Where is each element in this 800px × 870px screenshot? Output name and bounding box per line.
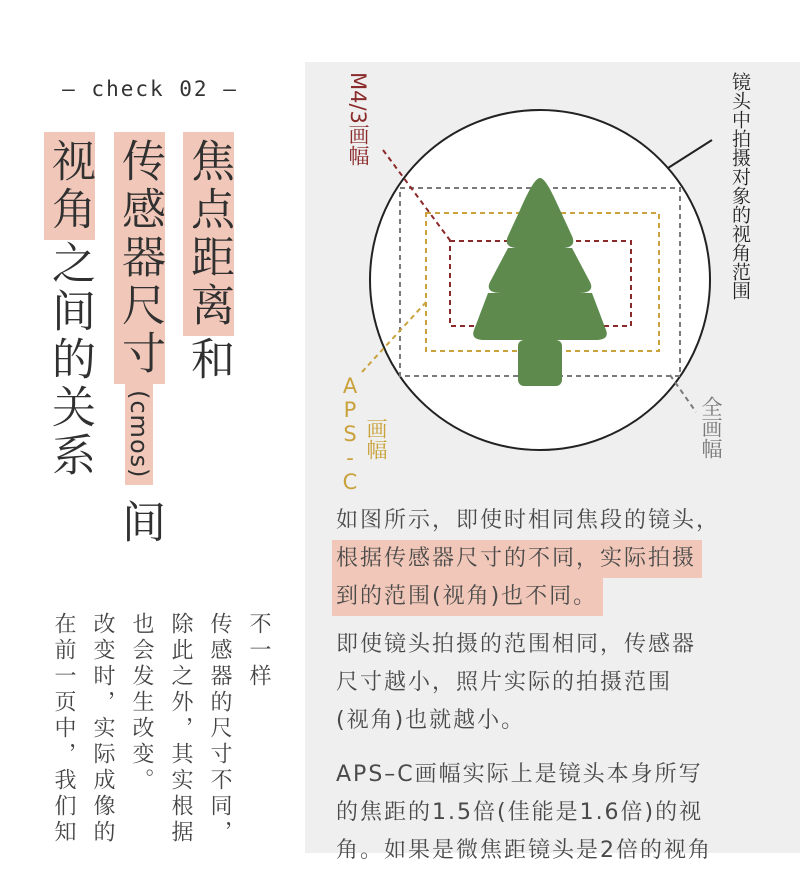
paragraph-1 [336, 502, 776, 616]
title-highlight-focal-length: 焦点距离 [183, 132, 234, 336]
apsc-label-suffix: 画幅 [364, 418, 388, 460]
full-frame-label: 全画幅 [699, 396, 723, 459]
title-highlight-view-angle: 视角 [44, 132, 95, 240]
title-text-between: 间 [114, 498, 165, 547]
paragraph-1-line-3: 到的范围(视角)也不同。 [332, 578, 603, 616]
body-text-col-1: 不一样 [246, 612, 271, 690]
paragraph-2-line-1: 即使镜头拍摄的范围相同，传感器 [336, 632, 697, 657]
paragraph-1-line-2: 根据传感器尺寸的不同，实际拍摄 [332, 540, 702, 578]
paragraph-1-line-1: 如图所示，即使时相同焦段的镜头， [336, 508, 721, 533]
body-text-col-2: 传感器的尺寸不同， [207, 612, 232, 846]
paragraph-2 [336, 626, 776, 740]
body-text-col-5: 改变时，实际成像的 [90, 612, 115, 846]
paragraph-3-line-3: 角。如果是微焦距镜头是2倍的视角 [336, 838, 712, 863]
m43-label: M4/3画幅 [346, 72, 370, 166]
title-highlight-cmos: (cmos) [125, 384, 153, 485]
apsc-label: APS-C [338, 374, 362, 494]
title-text-relationship: 之间的关系 [44, 240, 95, 480]
view-angle-pointer [668, 140, 712, 168]
view-angle-label: 镜头中拍摄对象的视角范围 [729, 72, 751, 300]
paragraph-2-line-3: (视角)也就越小。 [336, 708, 526, 733]
check-label: – check 02 – [62, 77, 238, 101]
body-text-col-4: 也会发生改变。 [129, 612, 154, 794]
title-highlight-sensor-size: 传感器尺寸 [114, 132, 165, 384]
paragraph-3-line-2: 的焦距的1.5倍(佳能是1.6倍)的视 [336, 800, 704, 825]
title-text-and: 和 [183, 336, 234, 384]
paragraph-3-line-1: APS–C画幅实际上是镜头本身所写 [336, 762, 703, 787]
body-text-col-6: 在前一页中，我们知 [51, 612, 76, 846]
paragraph-2-line-2: 尺寸越小，照片实际的拍摄范围 [336, 670, 673, 695]
body-text-col-3: 除此之外，其实根据 [168, 612, 193, 846]
